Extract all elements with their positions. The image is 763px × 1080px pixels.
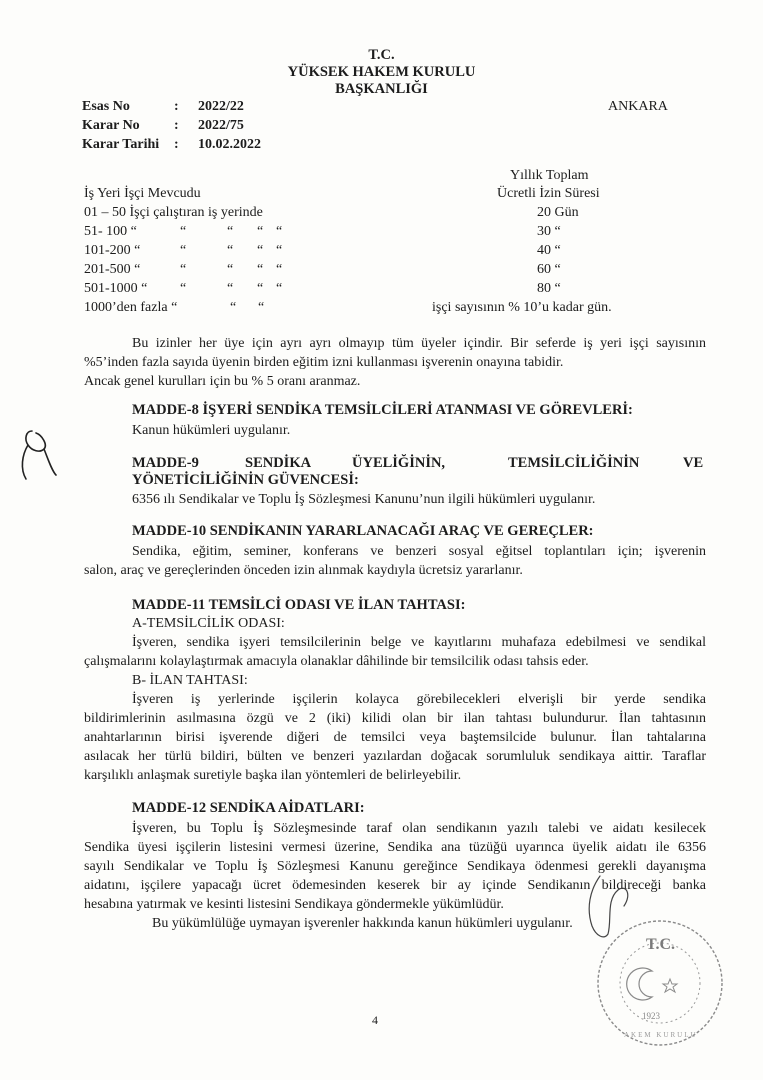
stamp-text: AKEM KURULU (624, 1031, 698, 1039)
text-line: karşılıklı anlaşmak suretiyle başka ilan yöntemleri de belirleyebilir. (84, 768, 462, 783)
text-line: aidatını, işçilere yapacağı ücret ödemesinden keserek bir ay içinde Sendikanın bildireceği banka (84, 878, 706, 893)
leave-days: 80 “ (537, 281, 561, 296)
ditto-mark: “ (257, 243, 264, 258)
ditto-mark: “ (276, 281, 283, 296)
stamp-text: T.C. (646, 936, 676, 953)
text-line (84, 334, 706, 354)
text-span: İşveren, bu Toplu İş Sözleşmesinde taraf olan sendikanın yazılı talebi ve aidatı kesilecek (132, 821, 706, 836)
ditto-mark: “ (227, 262, 234, 277)
text-line: anahtarlarının birisi işverende diğeri de temsilci veya baştemsilcide bulunur. İlan tahtalarına (84, 730, 706, 745)
leave-days: işçi sayısının % 10’u kadar gün. (432, 300, 612, 315)
page-number: 4 (372, 1013, 378, 1027)
leave-days: 30 “ (537, 224, 561, 239)
text-line: Sendika üyesi işçilerin listesini vermesi üzerine, Sendika ana tüzüğü uyarınca üyelik aidatı ile 6356 (84, 840, 706, 855)
text-line: hesabına yatırmak ve kesinti listesini Sendikaya göndermekle yükümlüdür. (84, 897, 504, 912)
meta-sep: : (174, 137, 179, 152)
ditto-mark: “ (276, 243, 283, 258)
ditto-mark: “ (230, 300, 237, 315)
leave-range: 101-200 “ (84, 243, 141, 258)
text-line (84, 542, 706, 562)
meta-value: 2022/22 (198, 99, 244, 114)
article-title: MADDE-8 İŞYERİ SENDİKA TEMSİLCİLERİ ATANMASI VE GÖREVLERİ: (132, 402, 633, 418)
ditto-mark: “ (227, 224, 234, 239)
header-institution: YÜKSEK HAKEM KURULU (287, 64, 476, 80)
leave-range: 201-500 “ (84, 262, 141, 277)
text-span: Sendika, eğitim, seminer, konferans ve benzeri sosyal eğitsel toplantıları için; işverenin (132, 544, 706, 559)
meta-value: 2022/75 (198, 118, 244, 133)
ditto-mark: “ (180, 224, 187, 239)
header-city: ANKARA (608, 99, 668, 114)
text-line: Ancak genel kurulları için bu % 5 oranı aranmaz. (84, 374, 361, 389)
text-line: bildirimlerinin asılmasına özgü ve 2 (iki) kilidi olan bir ilan tahtası bulundurur. İlan tahtasının (84, 711, 706, 726)
text-line (84, 819, 706, 839)
ditto-mark: “ (180, 281, 187, 296)
text-line: asılacak her türlü bildiri, bülten ve benzeri yazılardan doğacak sorumluluk sendikaya aittir. Taraflar (84, 749, 706, 764)
article-title: ÜYELİĞİNİN, (352, 455, 446, 471)
text-span: Bu izinler her üye için ayrı ayrı olmayıp tüm üyeler içindir. Bir seferde iş yeri işçi sayısının (132, 336, 706, 351)
meta-label: Karar No (82, 118, 140, 133)
text-line: çalışmalarını kolaylaştırmak amacıyla olanaklar dâhilinde bir temsilcilik odası tahsis eder. (84, 654, 589, 669)
meta-value: 10.02.2022 (198, 137, 261, 152)
subsection-title: B- İLAN TAHTASI: (132, 673, 248, 688)
article-title: MADDE-11 TEMSİLCİ ODASI VE İLAN TAHTASI: (132, 597, 466, 613)
text-line: salon, araç ve gereçlerinden önceden izin alınmak kaydıyla ücretsiz yararlanır. (84, 563, 523, 578)
ditto-mark: “ (257, 281, 264, 296)
article-title: MADDE-9 (132, 455, 199, 471)
leave-col2-header: Yıllık Toplam (510, 168, 589, 183)
article-title: MADDE-10 SENDİKANIN YARARLANACAĞI ARAÇ VE GEREÇLER: (132, 523, 594, 539)
ditto-mark: “ (257, 224, 264, 239)
header-presidency: BAŞKANLIĞI (335, 81, 428, 97)
text-line: %5’inden fazla sayıda üyenin birden eğitim izni kullanması işverenin onayına tabidir. (84, 355, 564, 370)
leave-days: 40 “ (537, 243, 561, 258)
meta-sep: : (174, 99, 179, 114)
meta-label: Karar Tarihi (82, 137, 160, 152)
ditto-mark: “ (180, 243, 187, 258)
ditto-mark: “ (180, 262, 187, 277)
article-title: YÖNETİCİLİĞİNİN GÜVENCESİ: (132, 472, 359, 488)
signature-scribble (560, 870, 650, 950)
ditto-mark: “ (227, 243, 234, 258)
meta-label: Esas No (82, 99, 130, 114)
article-title: MADDE-12 SENDİKA AİDATLARI: (132, 800, 365, 816)
subsection-title: A-TEMSİLCİLİK ODASI: (132, 616, 285, 631)
text-span: İşveren, sendika işyeri temsilcilerinin belge ve kayıtlarını muhafaza edebilmesi ve sendikal (132, 635, 706, 650)
article-title: TEMSİLCİLİĞİNİN (508, 455, 640, 471)
handwritten-initial-mark (18, 425, 58, 485)
text-span: İşveren iş yerlerinde işçilerin kolayca görebilecekleri elverişli bir yerde sendika (132, 692, 706, 707)
leave-range: 1000’den fazla “ (84, 300, 178, 315)
article-title: SENDİKA (245, 455, 312, 471)
ditto-mark: “ (258, 300, 265, 315)
text-line: Kanun hükümleri uygulanır. (132, 423, 291, 438)
ditto-mark: “ (227, 281, 234, 296)
text-line: sayılı Sendikalar ve Toplu İş Sözleşmesi Kanunu gereğince Sendikaya ödenmesi gerekli dayanışma (84, 859, 706, 874)
header-tc: T.C. (368, 47, 395, 63)
leave-days: 60 “ (537, 262, 561, 277)
leave-col1-header: İş Yeri İşçi Mevcudu (84, 186, 201, 201)
text-line: 6356 ılı Sendikalar ve Toplu İş Sözleşmesi Kanunu’nun ilgili hükümleri uygulanır. (132, 492, 596, 507)
leave-range: 01 – 50 İşçi çalıştıran iş yerinde (84, 205, 263, 220)
leave-range: 51- 100 “ (84, 224, 137, 239)
text-line (84, 690, 706, 710)
ditto-mark: “ (257, 262, 264, 277)
article-title: VE (683, 455, 704, 471)
ditto-mark: “ (276, 224, 283, 239)
text-line (84, 633, 706, 653)
stamp-text: 1923 (642, 1011, 660, 1021)
leave-range: 501-1000 “ (84, 281, 148, 296)
leave-days: 20 Gün (537, 205, 579, 220)
leave-col2-header: Ücretli İzin Süresi (497, 186, 600, 201)
meta-sep: : (174, 118, 179, 133)
text-line: Bu yükümlülüğe uymayan işverenler hakkında kanun hükümleri uygulanır. (152, 916, 573, 931)
ditto-mark: “ (276, 262, 283, 277)
